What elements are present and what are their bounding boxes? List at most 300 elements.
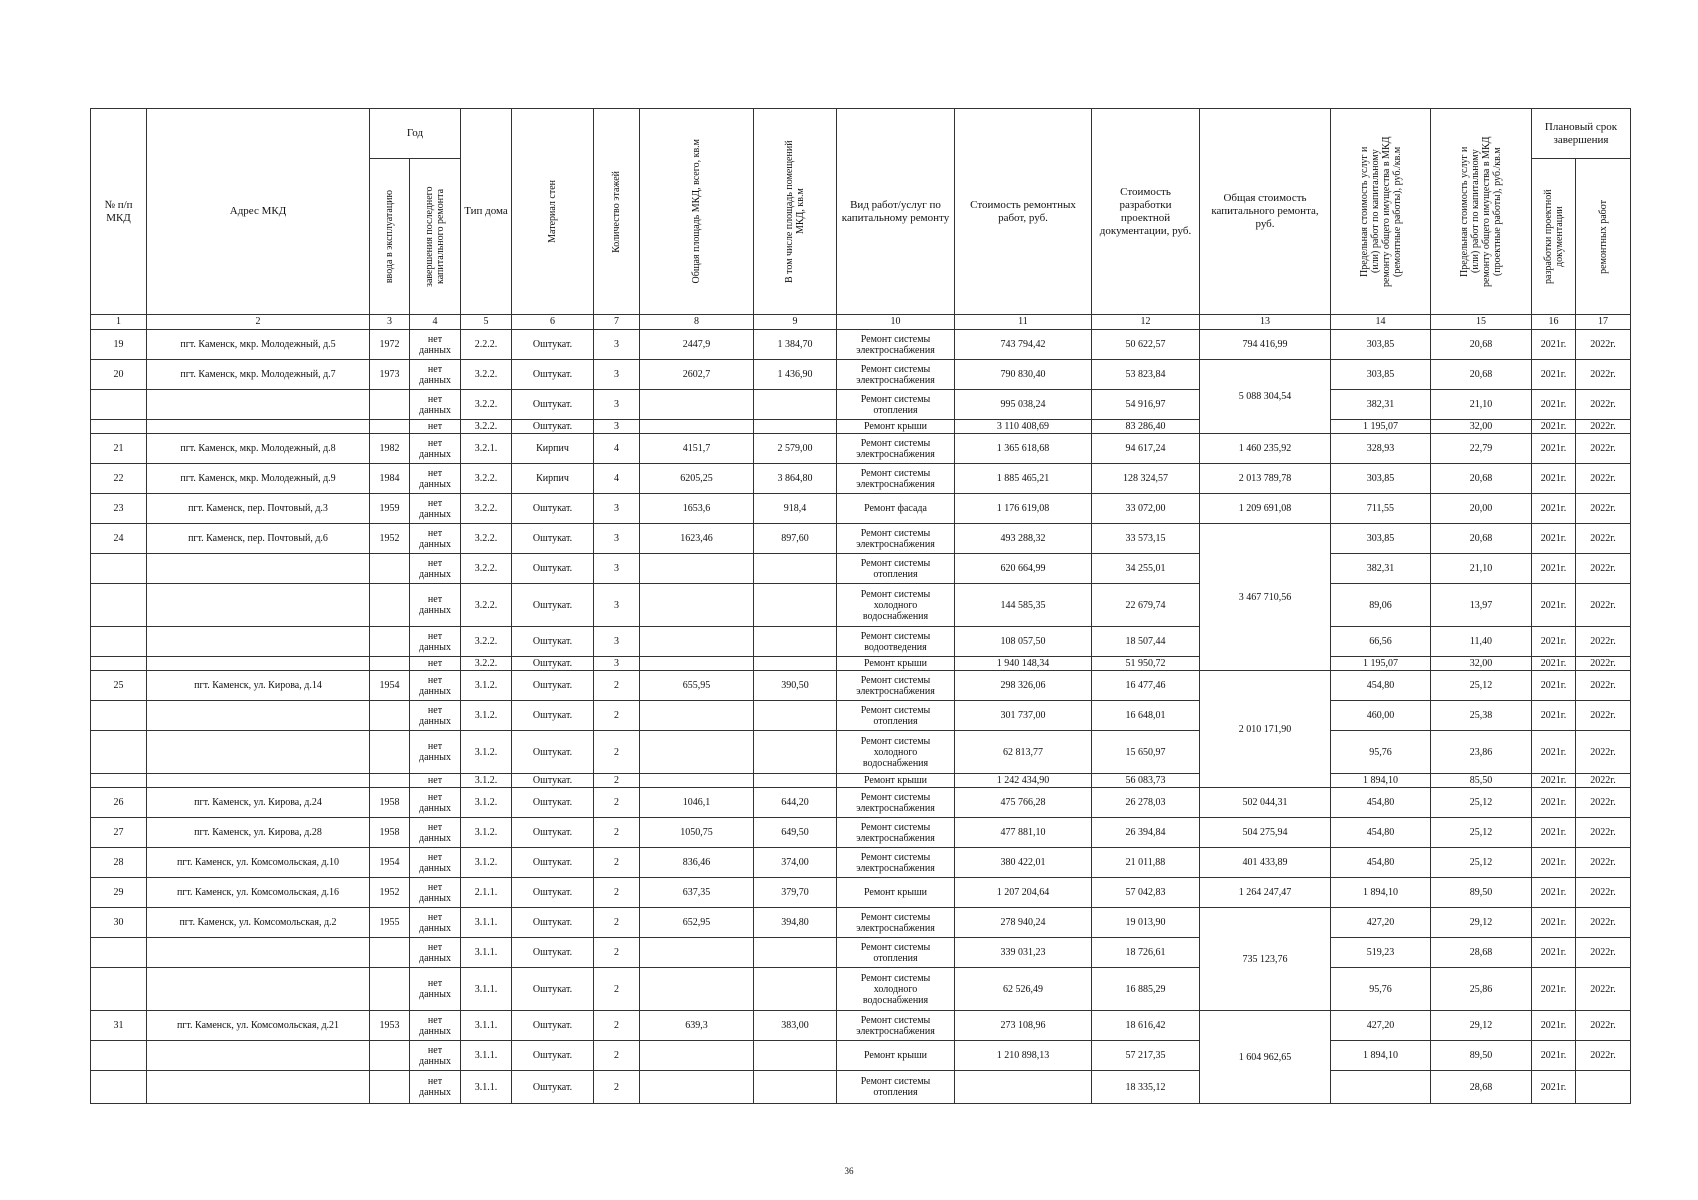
cell-design-cost: 34 255,01: [1092, 554, 1200, 584]
cell-floors: 3: [594, 657, 640, 671]
cell-limit-repair: 66,56: [1331, 627, 1431, 657]
cell-limit-repair: 1 894,10: [1331, 1041, 1431, 1071]
cell-row-number: [91, 701, 147, 731]
cell-last-repair: нет данных: [410, 788, 461, 818]
cell-year-commission: 1958: [370, 788, 410, 818]
cell-total-area: 655,95: [640, 671, 754, 701]
cell-address: [147, 390, 370, 420]
cell-total-cost: 5 088 304,54: [1200, 360, 1331, 434]
cell-repair-cost: 1 210 898,13: [955, 1041, 1092, 1071]
table-row: [91, 938, 1631, 968]
cell-last-repair: нет данных: [410, 584, 461, 627]
cell-wall-material: Оштукат.: [512, 731, 594, 774]
cell-planned-design: 2021г.: [1532, 657, 1576, 671]
cell-wall-material: Оштукат.: [512, 657, 594, 671]
cell-limit-repair: 454,80: [1331, 788, 1431, 818]
column-number: 4: [410, 315, 461, 330]
cell-planned-design: 2021г.: [1532, 524, 1576, 554]
cell-planned-design: 2021г.: [1532, 968, 1576, 1011]
cell-premises-area: [754, 554, 837, 584]
cell-work-type: Ремонт системы отопления: [837, 701, 955, 731]
cell-row-number: 25: [91, 671, 147, 701]
cell-year-commission: 1972: [370, 330, 410, 360]
cell-wall-material: Оштукат.: [512, 524, 594, 554]
cell-planned-repair: 2022г.: [1576, 657, 1631, 671]
cell-floors: 4: [594, 464, 640, 494]
cell-total-area: 1653,6: [640, 494, 754, 524]
cell-limit-design: 20,68: [1431, 360, 1532, 390]
cell-house-type: 3.1.1.: [461, 968, 512, 1011]
cell-planned-design: 2021г.: [1532, 671, 1576, 701]
cell-floors: 4: [594, 434, 640, 464]
cell-premises-area: 390,50: [754, 671, 837, 701]
cell-total-area: [640, 968, 754, 1011]
cell-limit-repair: 427,20: [1331, 908, 1431, 938]
cell-planned-design: 2021г.: [1532, 788, 1576, 818]
cell-address: [147, 554, 370, 584]
cell-repair-cost: 108 057,50: [955, 627, 1092, 657]
cell-row-number: 31: [91, 1011, 147, 1041]
cell-work-type: Ремонт системы электроснабжения: [837, 671, 955, 701]
cell-house-type: 3.1.1.: [461, 1071, 512, 1104]
cell-last-repair: нет данных: [410, 434, 461, 464]
cell-last-repair: нет данных: [410, 968, 461, 1011]
header-premises-area: В том числе площадь помещений МКД, кв.м: [754, 109, 837, 315]
cell-premises-area: [754, 1041, 837, 1071]
cell-address: [147, 657, 370, 671]
cell-limit-repair: 454,80: [1331, 671, 1431, 701]
cell-premises-area: 394,80: [754, 908, 837, 938]
cell-total-cost: 1 209 691,08: [1200, 494, 1331, 524]
cell-planned-repair: 2022г.: [1576, 1011, 1631, 1041]
cell-last-repair: нет данных: [410, 1041, 461, 1071]
cell-premises-area: [754, 420, 837, 434]
cell-repair-cost: 273 108,96: [955, 1011, 1092, 1041]
cell-design-cost: 18 507,44: [1092, 627, 1200, 657]
cell-floors: 2: [594, 938, 640, 968]
cell-premises-area: [754, 938, 837, 968]
cell-premises-area: 897,60: [754, 524, 837, 554]
cell-row-number: [91, 627, 147, 657]
cell-floors: 3: [594, 584, 640, 627]
cell-limit-design: 25,12: [1431, 671, 1532, 701]
cell-premises-area: [754, 1071, 837, 1104]
cell-house-type: 3.2.2.: [461, 627, 512, 657]
table-row: [91, 584, 1631, 627]
cell-repair-cost: 298 326,06: [955, 671, 1092, 701]
cell-planned-repair: 2022г.: [1576, 938, 1631, 968]
cell-design-cost: 83 286,40: [1092, 420, 1200, 434]
cell-planned-design: 2021г.: [1532, 1071, 1576, 1104]
cell-limit-repair: 303,85: [1331, 524, 1431, 554]
cell-limit-design: 25,86: [1431, 968, 1532, 1011]
cell-design-cost: 33 573,15: [1092, 524, 1200, 554]
table-row: [91, 908, 1631, 938]
cell-limit-design: 23,86: [1431, 731, 1532, 774]
table-row: [91, 701, 1631, 731]
cell-last-repair: нет данных: [410, 731, 461, 774]
table-row: [91, 657, 1631, 671]
cell-year-commission: [370, 701, 410, 731]
cell-last-repair: нет данных: [410, 1071, 461, 1104]
cell-total-cost: 502 044,31: [1200, 788, 1331, 818]
cell-limit-design: 21,10: [1431, 390, 1532, 420]
column-number: 9: [754, 315, 837, 330]
cell-last-repair: нет данных: [410, 627, 461, 657]
cell-address: [147, 701, 370, 731]
cell-address: пгт. Каменск, мкр. Молодежный, д.5: [147, 330, 370, 360]
header-year-last-repair: завершения последнего капитального ремонта: [410, 159, 461, 315]
cell-work-type: Ремонт системы отопления: [837, 390, 955, 420]
cell-wall-material: Оштукат.: [512, 420, 594, 434]
cell-last-repair: нет: [410, 657, 461, 671]
table-row: [91, 788, 1631, 818]
cell-total-area: [640, 420, 754, 434]
cell-year-commission: 1973: [370, 360, 410, 390]
cell-floors: 2: [594, 1071, 640, 1104]
cell-planned-repair: 2022г.: [1576, 1041, 1631, 1071]
cell-limit-design: 29,12: [1431, 1011, 1532, 1041]
cell-row-number: [91, 554, 147, 584]
cell-address: [147, 627, 370, 657]
cell-house-type: 3.2.2.: [461, 420, 512, 434]
cell-limit-repair: 711,55: [1331, 494, 1431, 524]
cell-last-repair: нет данных: [410, 330, 461, 360]
cell-year-commission: [370, 420, 410, 434]
header-limit-design: Предельная стоимость услуг и (или) работ по капитальному ремонту общего имущества в МКД (проектные работы), руб./кв.м: [1431, 109, 1532, 315]
cell-floors: 3: [594, 420, 640, 434]
cell-total-area: [640, 627, 754, 657]
cell-year-commission: 1954: [370, 848, 410, 878]
cell-work-type: Ремонт системы отопления: [837, 1071, 955, 1104]
cell-total-area: [640, 938, 754, 968]
cell-limit-repair: 328,93: [1331, 434, 1431, 464]
cell-last-repair: нет данных: [410, 524, 461, 554]
cell-design-cost: 33 072,00: [1092, 494, 1200, 524]
cell-floors: 3: [594, 524, 640, 554]
cell-house-type: 3.2.2.: [461, 360, 512, 390]
cell-work-type: Ремонт системы электроснабжения: [837, 788, 955, 818]
column-number: 8: [640, 315, 754, 330]
cell-planned-repair: 2022г.: [1576, 788, 1631, 818]
cell-work-type: Ремонт системы электроснабжения: [837, 818, 955, 848]
cell-wall-material: Оштукат.: [512, 968, 594, 1011]
header-total-cost: Общая стоимость капитального ремонта, руб.: [1200, 109, 1331, 315]
cell-house-type: 3.2.2.: [461, 554, 512, 584]
cell-design-cost: 15 650,97: [1092, 731, 1200, 774]
cell-floors: 2: [594, 701, 640, 731]
cell-last-repair: нет данных: [410, 848, 461, 878]
column-number: 16: [1532, 315, 1576, 330]
cell-wall-material: Оштукат.: [512, 938, 594, 968]
cell-limit-design: 20,68: [1431, 524, 1532, 554]
cell-limit-repair: 95,76: [1331, 731, 1431, 774]
cell-row-number: [91, 390, 147, 420]
cell-limit-design: 32,00: [1431, 420, 1532, 434]
cell-address: пгт. Каменск, ул. Кирова, д.28: [147, 818, 370, 848]
cell-limit-design: 89,50: [1431, 1041, 1532, 1071]
cell-design-cost: 18 726,61: [1092, 938, 1200, 968]
cell-repair-cost: 62 526,49: [955, 968, 1092, 1011]
cell-design-cost: 53 823,84: [1092, 360, 1200, 390]
cell-premises-area: 918,4: [754, 494, 837, 524]
cell-house-type: 3.1.1.: [461, 1041, 512, 1071]
cell-planned-design: 2021г.: [1532, 494, 1576, 524]
cell-floors: 2: [594, 818, 640, 848]
cell-year-commission: 1982: [370, 434, 410, 464]
cell-year-commission: [370, 657, 410, 671]
cell-address: пгт. Каменск, мкр. Молодежный, д.8: [147, 434, 370, 464]
cell-planned-repair: 2022г.: [1576, 360, 1631, 390]
cell-wall-material: Оштукат.: [512, 908, 594, 938]
cell-address: [147, 420, 370, 434]
cell-row-number: 28: [91, 848, 147, 878]
cell-total-area: 2602,7: [640, 360, 754, 390]
cell-house-type: 3.1.1.: [461, 1011, 512, 1041]
cell-floors: 2: [594, 1041, 640, 1071]
cell-year-commission: [370, 390, 410, 420]
cell-limit-design: 25,38: [1431, 701, 1532, 731]
cell-last-repair: нет данных: [410, 494, 461, 524]
cell-planned-design: 2021г.: [1532, 818, 1576, 848]
cell-work-type: Ремонт крыши: [837, 420, 955, 434]
cell-premises-area: [754, 390, 837, 420]
cell-planned-repair: 2022г.: [1576, 390, 1631, 420]
cell-planned-repair: 2022г.: [1576, 464, 1631, 494]
cell-total-area: [640, 1071, 754, 1104]
cell-repair-cost: 790 830,40: [955, 360, 1092, 390]
cell-last-repair: нет данных: [410, 701, 461, 731]
cell-row-number: [91, 774, 147, 788]
cell-total-area: 6205,25: [640, 464, 754, 494]
cell-year-commission: 1984: [370, 464, 410, 494]
cell-work-type: Ремонт крыши: [837, 774, 955, 788]
header-year: Год: [370, 109, 461, 159]
cell-premises-area: 374,00: [754, 848, 837, 878]
table-row: [91, 330, 1631, 360]
cell-limit-design: 28,68: [1431, 938, 1532, 968]
cell-repair-cost: 1 885 465,21: [955, 464, 1092, 494]
cell-year-commission: [370, 968, 410, 1011]
cell-address: [147, 1071, 370, 1104]
column-number: 15: [1431, 315, 1532, 330]
cell-year-commission: 1958: [370, 818, 410, 848]
cell-design-cost: 18 335,12: [1092, 1071, 1200, 1104]
header-work-type: Вид работ/услуг по капитальному ремонту: [837, 109, 955, 315]
cell-floors: 2: [594, 1011, 640, 1041]
cell-planned-design: 2021г.: [1532, 878, 1576, 908]
table-row: [91, 774, 1631, 788]
cell-planned-design: 2021г.: [1532, 627, 1576, 657]
cell-total-area: 1046,1: [640, 788, 754, 818]
cell-wall-material: Оштукат.: [512, 494, 594, 524]
cell-year-commission: [370, 584, 410, 627]
cell-planned-design: 2021г.: [1532, 584, 1576, 627]
header-num: № п/п МКД: [91, 109, 147, 315]
table-row: [91, 627, 1631, 657]
cell-year-commission: 1955: [370, 908, 410, 938]
table-row: [91, 731, 1631, 774]
cell-address: пгт. Каменск, пер. Почтовый, д.3: [147, 494, 370, 524]
cell-house-type: 3.2.2.: [461, 390, 512, 420]
cell-limit-repair: 1 195,07: [1331, 657, 1431, 671]
cell-last-repair: нет данных: [410, 878, 461, 908]
table-row: [91, 554, 1631, 584]
cell-planned-repair: 2022г.: [1576, 584, 1631, 627]
cell-work-type: Ремонт системы электроснабжения: [837, 908, 955, 938]
cell-design-cost: 51 950,72: [1092, 657, 1200, 671]
cell-limit-repair: 303,85: [1331, 330, 1431, 360]
cell-year-commission: [370, 774, 410, 788]
cell-work-type: Ремонт крыши: [837, 878, 955, 908]
cell-limit-repair: 1 894,10: [1331, 774, 1431, 788]
cell-address: пгт. Каменск, ул. Комсомольская, д.2: [147, 908, 370, 938]
cell-house-type: 3.1.2.: [461, 671, 512, 701]
cell-total-cost: 504 275,94: [1200, 818, 1331, 848]
page-number: 36: [844, 1166, 854, 1176]
cell-year-commission: [370, 554, 410, 584]
cell-wall-material: Оштукат.: [512, 1011, 594, 1041]
cell-house-type: 2.2.2.: [461, 330, 512, 360]
cell-wall-material: Оштукат.: [512, 584, 594, 627]
cell-year-commission: 1952: [370, 878, 410, 908]
cell-work-type: Ремонт системы холодного водоснабжения: [837, 968, 955, 1011]
cell-house-type: 3.1.2.: [461, 788, 512, 818]
cell-planned-design: 2021г.: [1532, 848, 1576, 878]
cell-limit-design: 13,97: [1431, 584, 1532, 627]
cell-house-type: 3.2.2.: [461, 524, 512, 554]
cell-floors: 3: [594, 330, 640, 360]
cell-floors: 2: [594, 908, 640, 938]
cell-row-number: [91, 1041, 147, 1071]
cell-planned-design: 2021г.: [1532, 774, 1576, 788]
cell-work-type: Ремонт системы электроснабжения: [837, 360, 955, 390]
cell-premises-area: 1 436,90: [754, 360, 837, 390]
cell-total-cost: 401 433,89: [1200, 848, 1331, 878]
cell-design-cost: 26 278,03: [1092, 788, 1200, 818]
cell-design-cost: 50 622,57: [1092, 330, 1200, 360]
cell-wall-material: Оштукат.: [512, 701, 594, 731]
cell-work-type: Ремонт крыши: [837, 657, 955, 671]
cell-address: пгт. Каменск, ул. Комсомольская, д.16: [147, 878, 370, 908]
cell-work-type: Ремонт системы электроснабжения: [837, 1011, 955, 1041]
cell-repair-cost: 301 737,00: [955, 701, 1092, 731]
cell-design-cost: 16 885,29: [1092, 968, 1200, 1011]
cell-house-type: 3.1.2.: [461, 774, 512, 788]
cell-work-type: Ремонт системы холодного водоснабжения: [837, 584, 955, 627]
cell-planned-repair: 2022г.: [1576, 627, 1631, 657]
cell-total-area: 2447,9: [640, 330, 754, 360]
cell-address: пгт. Каменск, мкр. Молодежный, д.9: [147, 464, 370, 494]
cell-total-cost: 2 010 171,90: [1200, 671, 1331, 788]
cell-row-number: [91, 968, 147, 1011]
table-row: [91, 818, 1631, 848]
cell-floors: 2: [594, 788, 640, 818]
cell-planned-design: 2021г.: [1532, 1011, 1576, 1041]
cell-address: [147, 968, 370, 1011]
cell-total-area: 4151,7: [640, 434, 754, 464]
cell-repair-cost: 278 940,24: [955, 908, 1092, 938]
cell-wall-material: Оштукат.: [512, 1041, 594, 1071]
cell-design-cost: 57 217,35: [1092, 1041, 1200, 1071]
column-number: 17: [1576, 315, 1631, 330]
cell-wall-material: Оштукат.: [512, 627, 594, 657]
cell-wall-material: Оштукат.: [512, 774, 594, 788]
cell-limit-design: 21,10: [1431, 554, 1532, 584]
table-row: [91, 878, 1631, 908]
cell-year-commission: [370, 731, 410, 774]
header-repair-cost: Стоимость ремонтных работ, руб.: [955, 109, 1092, 315]
cell-total-area: 639,3: [640, 1011, 754, 1041]
cell-design-cost: 56 083,73: [1092, 774, 1200, 788]
cell-planned-repair: 2022г.: [1576, 420, 1631, 434]
cell-repair-cost: 1 207 204,64: [955, 878, 1092, 908]
cell-total-area: [640, 390, 754, 420]
cell-premises-area: [754, 584, 837, 627]
cell-design-cost: 18 616,42: [1092, 1011, 1200, 1041]
cell-year-commission: [370, 938, 410, 968]
cell-last-repair: нет данных: [410, 908, 461, 938]
cell-planned-repair: 2022г.: [1576, 818, 1631, 848]
cell-planned-repair: 2022г.: [1576, 774, 1631, 788]
cell-planned-repair: 2022г.: [1576, 731, 1631, 774]
cell-row-number: 23: [91, 494, 147, 524]
cell-design-cost: 57 042,83: [1092, 878, 1200, 908]
cell-address: пгт. Каменск, ул. Кирова, д.24: [147, 788, 370, 818]
cell-year-commission: 1959: [370, 494, 410, 524]
cell-limit-repair: 382,31: [1331, 554, 1431, 584]
cell-work-type: Ремонт системы отопления: [837, 554, 955, 584]
cell-year-commission: 1953: [370, 1011, 410, 1041]
column-numbers-row: [91, 315, 1631, 330]
cell-house-type: 3.1.1.: [461, 938, 512, 968]
cell-total-area: 637,35: [640, 878, 754, 908]
cell-work-type: Ремонт системы электроснабжения: [837, 848, 955, 878]
cell-wall-material: Оштукат.: [512, 1071, 594, 1104]
cell-limit-repair: 460,00: [1331, 701, 1431, 731]
cell-planned-repair: 2022г.: [1576, 908, 1631, 938]
cell-work-type: Ремонт системы электроснабжения: [837, 434, 955, 464]
cell-last-repair: нет данных: [410, 1011, 461, 1041]
cell-house-type: 2.1.1.: [461, 878, 512, 908]
cell-planned-design: 2021г.: [1532, 731, 1576, 774]
cell-planned-design: 2021г.: [1532, 330, 1576, 360]
cell-row-number: 30: [91, 908, 147, 938]
cell-repair-cost: 1 242 434,90: [955, 774, 1092, 788]
cell-limit-repair: 303,85: [1331, 464, 1431, 494]
cell-premises-area: 2 579,00: [754, 434, 837, 464]
cell-planned-repair: 2022г.: [1576, 524, 1631, 554]
cell-limit-design: 25,12: [1431, 818, 1532, 848]
cell-total-area: [640, 657, 754, 671]
table-row: [91, 390, 1631, 420]
cell-wall-material: Оштукат.: [512, 788, 594, 818]
cell-total-area: [640, 731, 754, 774]
cell-row-number: 20: [91, 360, 147, 390]
cell-house-type: 3.1.2.: [461, 818, 512, 848]
cell-row-number: [91, 1071, 147, 1104]
cell-total-cost: 735 123,76: [1200, 908, 1331, 1011]
header-planned-design: разработки проектной документации: [1532, 159, 1576, 315]
table-row: [91, 1011, 1631, 1041]
cell-house-type: 3.1.2.: [461, 848, 512, 878]
table-row: [91, 1071, 1631, 1104]
column-number: 12: [1092, 315, 1200, 330]
cell-premises-area: 644,20: [754, 788, 837, 818]
cell-last-repair: нет данных: [410, 818, 461, 848]
cell-row-number: 27: [91, 818, 147, 848]
cell-limit-repair: 382,31: [1331, 390, 1431, 420]
